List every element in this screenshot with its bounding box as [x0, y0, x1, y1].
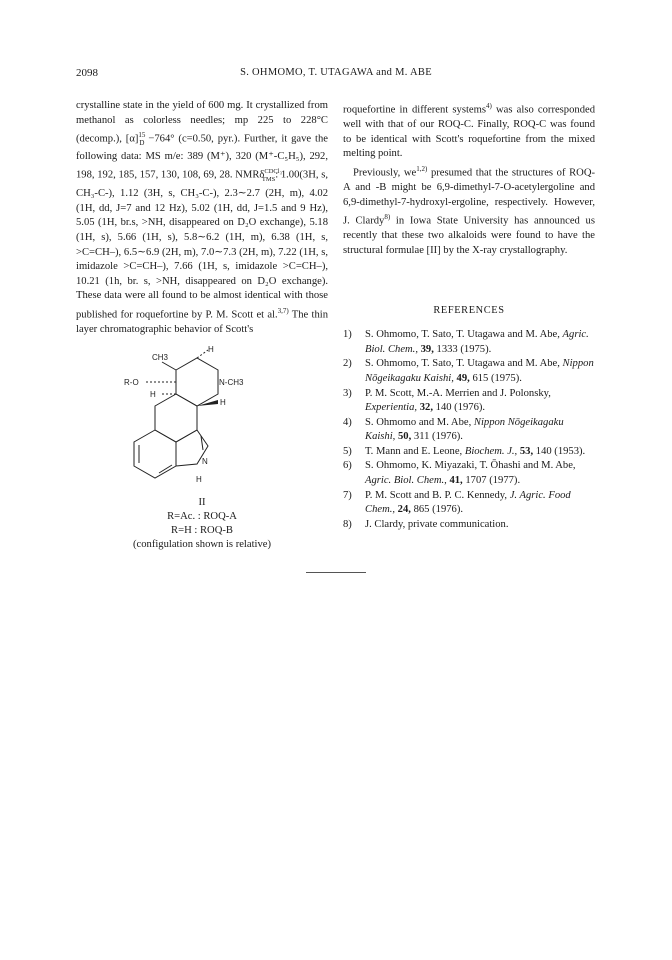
reference-authors: P. M. Scott and B. P. C. Kennedy,	[365, 489, 508, 501]
reference-pages: 615 (1975).	[472, 372, 522, 384]
reference-number: 1)	[343, 329, 352, 341]
reference-authors: S. Ohmomo and M. Abe,	[365, 416, 472, 428]
subscript-reference: TMS	[261, 175, 276, 183]
ring-middle	[155, 394, 197, 442]
label-hydrogen-top: H	[208, 345, 214, 354]
label-indole-h: H	[196, 474, 202, 484]
reference-pages: 865 (1976).	[413, 504, 464, 516]
body-paragraph-left	[76, 99, 328, 338]
caption-line-roq-b: R=H : ROQ-B	[171, 524, 233, 536]
reference-item	[343, 416, 595, 445]
reference-pages: 140 (1953).	[535, 445, 586, 457]
reference-volume: 53,	[519, 445, 534, 457]
reference-volume: 32,	[419, 402, 433, 414]
caption-note: (configulation shown is relative)	[133, 538, 271, 550]
reference-pages: 1707 (1977).	[465, 475, 521, 487]
text-run: : 1.00(3H, s, CH₃-C-), 1.12 (3H, s, CH₃-C-), 2.3∼2.7 (2H, m), 4.02 (1H, dd, J=7 and 12 Hz), 5.02 (1H, dd, J=1.5 and 9 Hz), 5.05 (1H, br.s, >NH, disappeared on D₂O exchange), 5.18 (1H, s), 5.66 (1H, s), 5.8∼6.2 (1H, m), 6.38 (1H, s, >C=CH–), 6.5∼6.9 (2H, m), 7.0∼7.3 (2H, m), 7.22 (1H, s, imidazole >C=CH–), 7.66 (1H, s, imidazole >C=CH–), 10.21 (1h, br. s, >NH, disappeared on D₂O exchange). These data were all found to be almost identical with those published for roquefortine by P. M. Scott et al.	[76, 169, 328, 321]
reference-journal: Agric. Biol. Chem.,	[365, 329, 589, 355]
body-paragraph-right-2	[343, 162, 595, 259]
citation-superscript: 8)	[384, 213, 391, 222]
reference-item	[343, 357, 595, 386]
label-h-left: H	[150, 389, 156, 399]
text-run: crystalline state in the yield of 600 mg. It crystallized from methanol as colorless needles; mp 225 to 228°C (decomp.), [α]	[76, 100, 328, 145]
reference-volume: 39,	[420, 343, 434, 355]
reference-volume: 50,	[397, 431, 412, 443]
reference-journal: Nippon Nōgeikagaku Kaishi,	[365, 416, 564, 443]
structure-caption	[76, 496, 328, 552]
text-run: −764° (c=0.50, pyr.). Further, it gave the following data: MS m/e: 389 (M⁺), 320 (M⁺-C₅H₅), 292, 198, 192, 185, 157, 130, 108, 69, 28. NMRδ	[76, 133, 328, 181]
reference-item	[343, 328, 595, 357]
reference-number: 3)	[343, 387, 352, 399]
wedge-bond	[197, 400, 218, 406]
reference-authors: S. Ohmomo, K. Miyazaki, T. Ōhashi and M. Abe,	[365, 460, 576, 472]
subscript-d-line: D	[139, 138, 145, 147]
citation-superscript: 3,7)	[277, 307, 289, 315]
right-column	[343, 99, 595, 532]
reference-journal: Experientia,	[365, 402, 418, 414]
text-run: presumed that the structures of ROQ-A and -B might be 6,9-dimethyl-7-O-acetylergoline and 6,9-dimethyl-7-hydroxyl-ergoline, respectively. However, J. Clardy	[343, 167, 596, 227]
text-run: Previously, we	[353, 167, 417, 179]
reference-authors: T. Mann and E. Leone,	[365, 445, 463, 457]
citation-superscript: 4)	[485, 102, 492, 110]
reference-list	[343, 328, 595, 532]
text-run: roquefortine in different systems	[343, 104, 486, 116]
reference-item	[343, 459, 595, 488]
reference-volume: 49,	[456, 372, 470, 384]
label-h-right: H	[220, 397, 226, 407]
running-header: S. OHMOMO, T. UTAGAWA and M. ABE	[240, 67, 432, 78]
reference-authors: J. Clardy, private communication.	[365, 518, 509, 530]
reference-volume: 24,	[397, 504, 411, 516]
reference-authors: S. Ohmomo, T. Sato, T. Utagawa and M. Abe,	[365, 358, 560, 370]
reference-number: 5)	[343, 445, 352, 457]
body-paragraph-right-1	[343, 99, 595, 162]
reference-number: 8)	[343, 518, 352, 530]
text-run: The thin layer chromatographic behavior of Scott's	[76, 309, 328, 336]
reference-item	[343, 518, 595, 533]
label-n-methyl: N-CH3	[219, 377, 244, 387]
superscript-solvent: CDCl₃	[264, 168, 282, 176]
reference-item	[343, 445, 595, 460]
page-number: 2098	[76, 67, 98, 79]
reference-journal: J. Agric. Food Chem.,	[365, 489, 571, 516]
superscript-temperature: 15	[138, 131, 146, 140]
reference-number: 4)	[343, 416, 352, 428]
reference-authors: S. Ohmomo, T. Sato, T. Utagawa and M. Abe,	[365, 329, 560, 341]
reference-number: 2)	[343, 358, 352, 370]
reference-journal: Nippon Nōgeikagaku Kaishi,	[365, 358, 594, 384]
bond-methyl	[162, 362, 176, 370]
chemical-structure-ii	[76, 346, 328, 496]
reference-journal: Biochem. J.,	[464, 445, 518, 457]
reference-journal: Agric. Biol. Chem.,	[365, 475, 447, 487]
label-indole-n: N	[202, 456, 208, 466]
reference-pages: 311 (1976).	[413, 431, 463, 443]
label-methyl: CH3	[152, 352, 169, 362]
text-run: in Iowa State University has announced us recently that these two alkaloids were found to have the structural formulae [II] by the X-ray crystallography.	[343, 215, 595, 256]
citation-superscript: 1,2)	[416, 164, 428, 173]
compound-number: II	[198, 496, 206, 508]
reference-authors: P. M. Scott, M.-A. Merrien and J. Polonsky,	[365, 387, 551, 399]
reference-pages: 1333 (1975).	[436, 343, 492, 355]
references-heading: REFERENCES	[433, 304, 505, 316]
reference-number: 7)	[343, 489, 352, 501]
caption-line-roq-a: R=Ac. : ROQ-A	[167, 510, 237, 522]
text-run: was also corresponded well with that of our ROQ-C. Finally, ROQ-C was found to be identical with Scott's roquefortine from the mixed melting point.	[343, 104, 595, 160]
end-rule	[306, 572, 366, 573]
reference-item	[343, 489, 595, 518]
left-column	[76, 99, 328, 552]
ring-benzene	[134, 430, 176, 478]
reference-pages: 140 (1976).	[435, 402, 486, 414]
reference-volume: 41,	[449, 475, 463, 487]
reference-item	[343, 387, 595, 416]
ring-upper	[176, 358, 218, 406]
reference-number: 6)	[343, 460, 352, 472]
label-r-o: R-O	[124, 377, 139, 387]
